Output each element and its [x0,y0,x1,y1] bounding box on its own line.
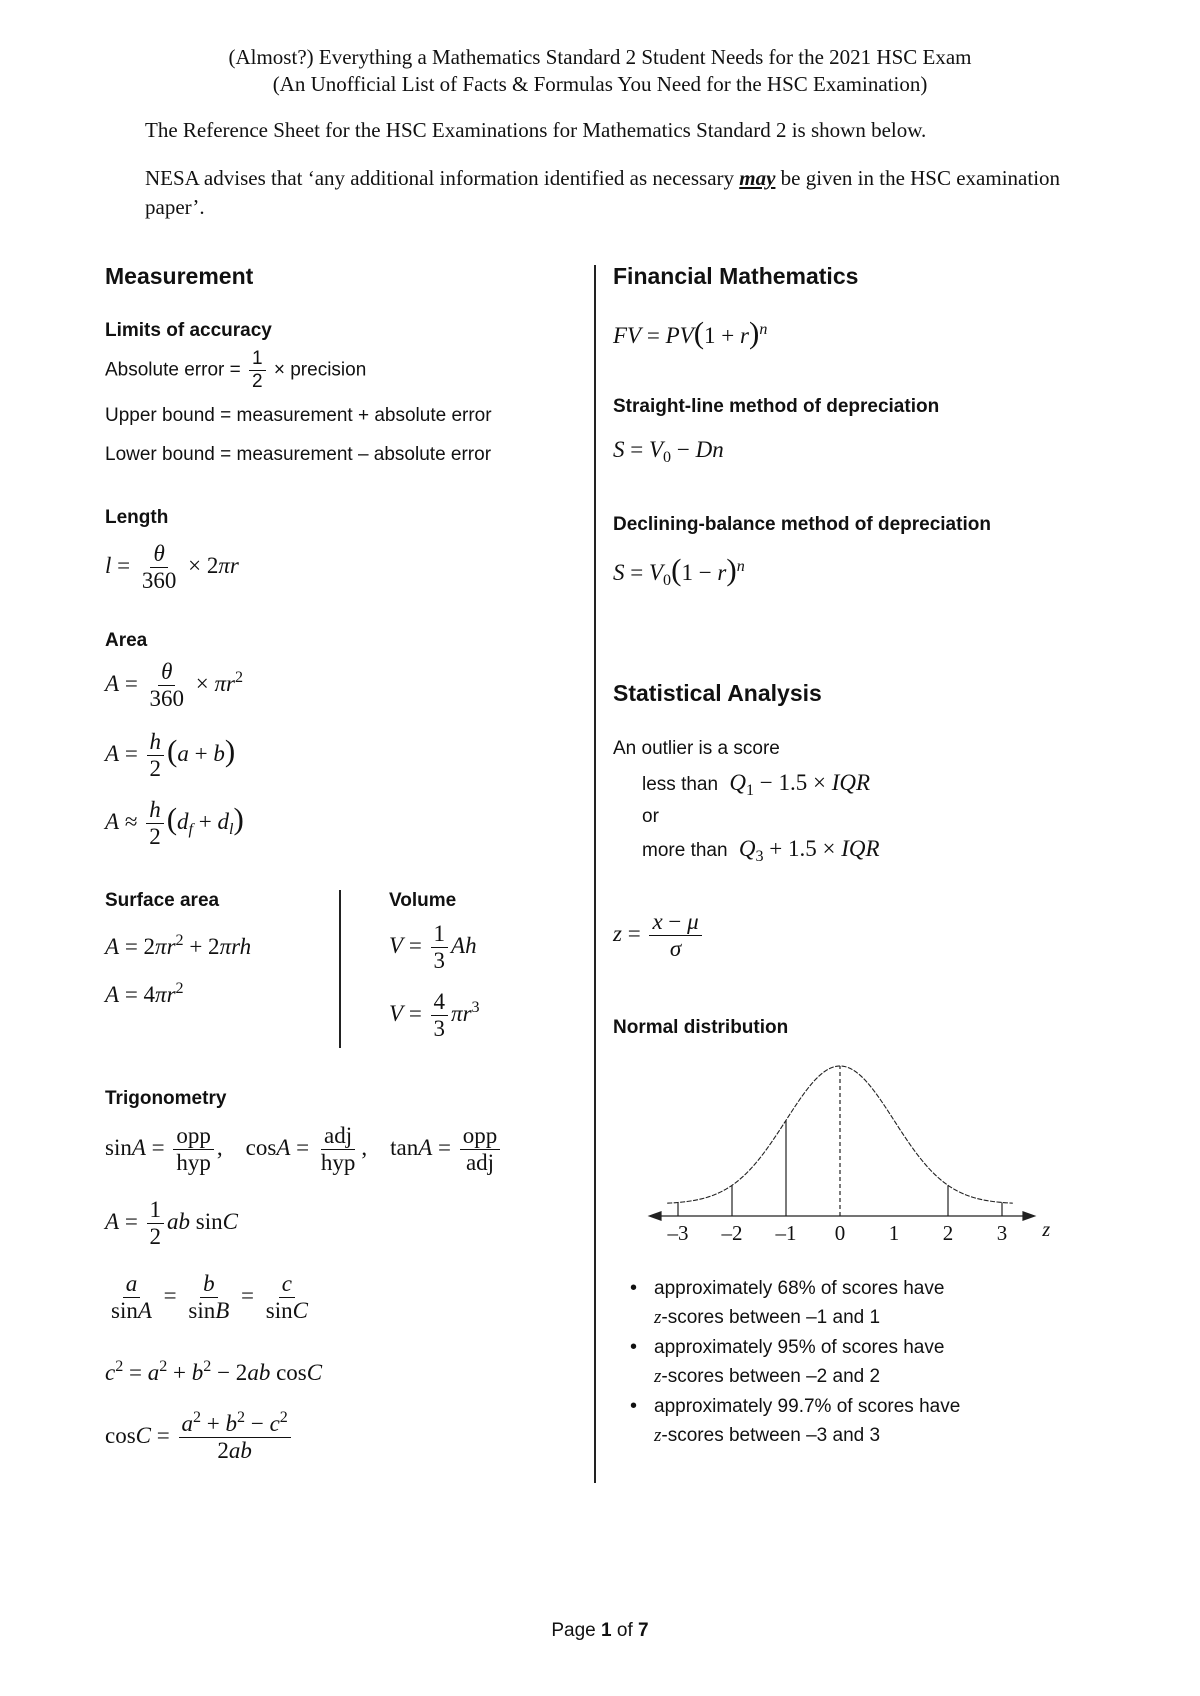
bullet-line: approximately 68% of scores have [654,1278,945,1299]
intro-p2-end: be given in the HSC examination paper’. [145,166,1061,219]
less-than-label: less than [642,774,719,795]
column-divider [594,265,596,1483]
z-tick-label: 3 [996,1221,1008,1245]
lower-bound-formula: Lower bound = measurement – absolute error [105,444,492,465]
intro-p2-start: NESA advises that ‘any additional information identified as necessary [145,166,740,190]
statistics-heading: Statistical Analysis [613,680,822,706]
outlier-or: or [642,806,659,827]
page-word: Page [551,1620,596,1641]
trapezoidal-rule-formula: A ≈ $\frac{h}{2}$ $(d_f + d_l)$ [105,797,244,850]
bullet-95-percent [620,1333,1060,1391]
axis-left-arrow [648,1211,662,1221]
bullet-line: approximately 95% of scores have [654,1337,945,1358]
fraction-denominator: 2 [252,370,263,392]
bullet-line: -scores between –1 and 1 [661,1307,881,1328]
intro-paragraph-2 [145,164,1105,222]
document-header [0,44,1200,98]
page-number: 1 [601,1620,612,1641]
one-half-fraction [249,349,266,392]
z-tick-label: –1 [775,1221,797,1245]
normal-distribution-heading: Normal distribution [613,1017,789,1038]
bullet-68-percent [620,1274,1060,1332]
intro-text [145,116,1105,241]
bullet-line: approximately 99.7% of scores have [654,1396,961,1417]
z-tick-label: –3 [667,1221,689,1245]
page-total: 7 [638,1620,649,1641]
outlier-upper-rule: more than $Q_3 + 1.5$ × IQR [642,836,880,865]
z-tick-label: 1 [888,1221,900,1245]
z-tick-label: 0 [834,1221,846,1245]
sine-rule-formula: $\frac{a}{\sin A}$ = $\frac{b}{\sin B}$ = $\frac{c}{\sin C}$ [111,1271,308,1324]
length-heading: Length [105,507,169,528]
intro-may: may [739,166,776,190]
normal-distribution-chart [610,1050,1090,1255]
intro-paragraph-1: The Reference Sheet for the HSC Examinations for Mathematics Standard 2 is shown below. [145,118,927,142]
triangle-area-formula: A = $\frac{1}{2}$ ab sinC [105,1197,238,1250]
normal-distribution-notes [620,1274,1060,1451]
volume-heading: Volume [389,890,457,911]
trig-ratios-formula: sinA = $\frac{\text{opp}}{\text{hyp}}$ , cosA = $\frac{\text{adj}}{\text{hyp}}$ , tanA = $\frac{\text{opp}}{\text{adj}}$ [105,1124,503,1175]
arc-length-formula: l = $\frac{\theta}{360}$ × 2πr [105,541,239,594]
axis-right-arrow [1022,1211,1036,1221]
more-than-label: more than [642,840,728,861]
trigonometry-heading: Trigonometry [105,1088,227,1109]
straight-line-heading: Straight-line method of depreciation [613,396,940,417]
z-tick-label: 2 [942,1221,954,1245]
trapezium-area-formula: A = $\frac{h}{2}$ (a + b) [105,729,236,782]
absolute-error-tail: × precision [273,359,367,381]
financial-heading: Financial Mathematics [613,263,859,289]
bullet-line: -scores between –2 and 2 [661,1366,881,1387]
sphere-surface-formula: $A = 4\pi r^2$ [105,980,184,1007]
absolute-error-formula [105,349,366,392]
z-score-formula: z = $\frac{x - \mu}{\sigma}$ [613,910,705,961]
absolute-error-label: Absolute error = [105,359,241,381]
surface-volume-divider [339,890,341,1048]
z-symbol: z [654,1307,662,1328]
area-heading: Area [105,630,148,651]
measurement-heading: Measurement [105,263,254,289]
bullet-line: -scores between –3 and 3 [661,1425,881,1446]
page-footer [0,1620,1200,1642]
pyramid-volume-formula: V = $\frac{1}{3}$ Ah [389,921,477,974]
z-axis-label: z [1042,1219,1051,1241]
cosine-rule-angle-formula: cosC = $\frac{a^2 + b^2 - c^2}{2ab}$ [105,1412,294,1463]
header-title: (Almost?) Everything a Mathematics Standard 2 Student Needs for the 2021 HSC Exam [228,45,972,69]
limits-heading: Limits of accuracy [105,320,272,341]
cylinder-surface-formula: $A = 2\pi r^2 + 2\pi rh$ [105,932,252,959]
fraction-numerator: 1 [249,349,266,371]
chart-layer [648,1066,1051,1245]
declining-balance-formula: $S = V_0(1 - r)^n$ [613,552,745,589]
outlier-intro: An outlier is a score [613,738,780,759]
header-subtitle: (An Unofficial List of Facts & Formulas You Need for the HSC Examination) [272,72,928,96]
bullet-99-7-percent [620,1392,1060,1450]
z-symbol: z [654,1425,662,1446]
straight-line-formula: $S = V_0 - Dn$ [613,437,724,466]
z-symbol: z [654,1366,662,1387]
declining-balance-heading: Declining-balance method of depreciation [613,514,991,535]
of-word: of [616,1620,633,1641]
outlier-lower-rule: less than $Q_1 - 1.5$ × IQR [642,770,871,799]
surface-area-heading: Surface area [105,890,220,911]
future-value-formula: FV = $PV(1 + r)^n$ [613,315,768,350]
sphere-volume-formula: V = $\frac{4}{3}$ $\pi r^3$ [389,989,480,1042]
sector-area-formula: A = $\frac{\theta}{360}$ × $\pi r^2$ [105,659,244,712]
upper-bound-formula: Upper bound = measurement + absolute error [105,405,492,426]
z-tick-label: –2 [721,1221,743,1245]
cosine-rule-formula: $c^2 = a^2 + b^2 - 2ab$ cosC [105,1358,323,1385]
